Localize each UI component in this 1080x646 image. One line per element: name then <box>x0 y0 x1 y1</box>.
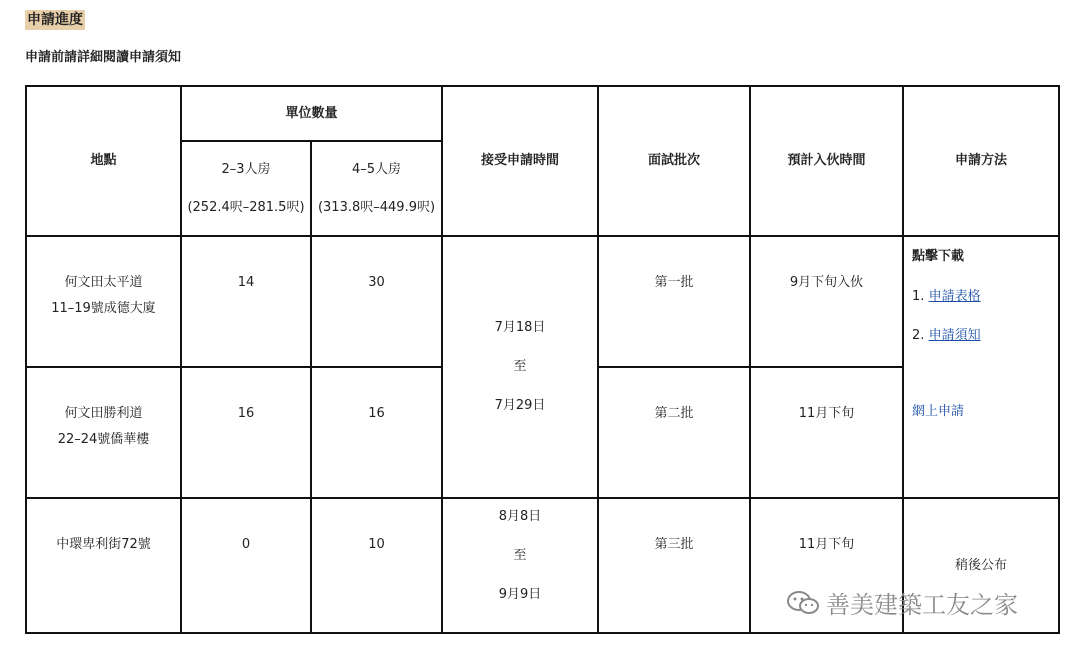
method-cell-2: 稍後公布 <box>903 498 1059 633</box>
section-tag: 申請進度 <box>27 12 83 28</box>
row2-room-a: 16 <box>181 367 311 498</box>
room-a-label: 2–3人房 <box>221 161 271 177</box>
row1-room-b: 30 <box>311 236 442 367</box>
item2-num: 2. <box>912 328 925 343</box>
row3-location: 中環卑利街72號 <box>26 498 181 633</box>
room-b-size: (313.8呎–449.9呎) <box>317 199 436 215</box>
row2-room-b: 16 <box>311 367 442 498</box>
period2-from: 8月8日 <box>498 509 542 524</box>
download-heading: 點擊下載 <box>912 249 965 264</box>
period1-to: 7月29日 <box>494 398 546 413</box>
row3-batch: 第三批 <box>598 498 750 633</box>
header-period: 接受申請時間 <box>442 86 598 236</box>
watermark-text: 善美建築工友之家 <box>826 591 1018 619</box>
row2-location-line2: 22–24號僑華樓 <box>57 432 150 447</box>
row1-movein: 9月下旬入伙 <box>750 236 903 367</box>
application-table <box>25 85 1060 634</box>
online-application-link[interactable]: 網上申請 <box>912 404 965 419</box>
header-movein: 預計入伙時間 <box>750 86 903 236</box>
wechat-icon <box>786 590 820 616</box>
row2-location-line1: 何文田勝利道 <box>64 406 143 421</box>
header-units: 單位數量 <box>181 86 442 141</box>
row1-location <box>26 236 181 367</box>
header-batch: 面試批次 <box>598 86 750 236</box>
item1-num: 1. <box>912 289 925 304</box>
row3-room-a: 0 <box>181 498 311 633</box>
subtitle: 申請前請詳細閱讀申請須知 <box>25 50 182 65</box>
row2-movein: 11月下旬 <box>750 367 903 498</box>
row1-batch: 第一批 <box>598 236 750 367</box>
row3-movein: 11月下旬 <box>750 498 903 633</box>
header-location: 地點 <box>26 86 181 236</box>
method-item-2 <box>912 326 1050 346</box>
method-cell-1 <box>903 236 1059 498</box>
room-b-label: 4–5人房 <box>351 161 402 177</box>
header-room-b <box>311 141 442 236</box>
row2-batch: 第二批 <box>598 367 750 498</box>
period2-to-word: 至 <box>513 548 527 563</box>
period2-to: 9月9日 <box>498 587 542 602</box>
watermark <box>786 585 1018 620</box>
header-room-a <box>181 141 311 236</box>
period1-from: 7月18日 <box>494 320 546 335</box>
period-cell-2 <box>442 498 598 633</box>
row1-location-line1: 何文田太平道 <box>64 275 143 290</box>
row1-location-line2: 11–19號成德大廈 <box>51 301 156 316</box>
room-a-size: (252.4呎–281.5呎) <box>187 199 305 215</box>
row1-room-a: 14 <box>181 236 311 367</box>
header-method: 申請方法 <box>903 86 1059 236</box>
application-notes-link[interactable]: 申請須知 <box>928 328 981 343</box>
period1-to-word: 至 <box>513 359 527 374</box>
row3-room-b: 10 <box>311 498 442 633</box>
row2-location <box>26 367 181 498</box>
method-item-1 <box>912 287 1050 307</box>
application-form-link[interactable]: 申請表格 <box>928 289 981 304</box>
period-cell-1 <box>442 236 598 498</box>
